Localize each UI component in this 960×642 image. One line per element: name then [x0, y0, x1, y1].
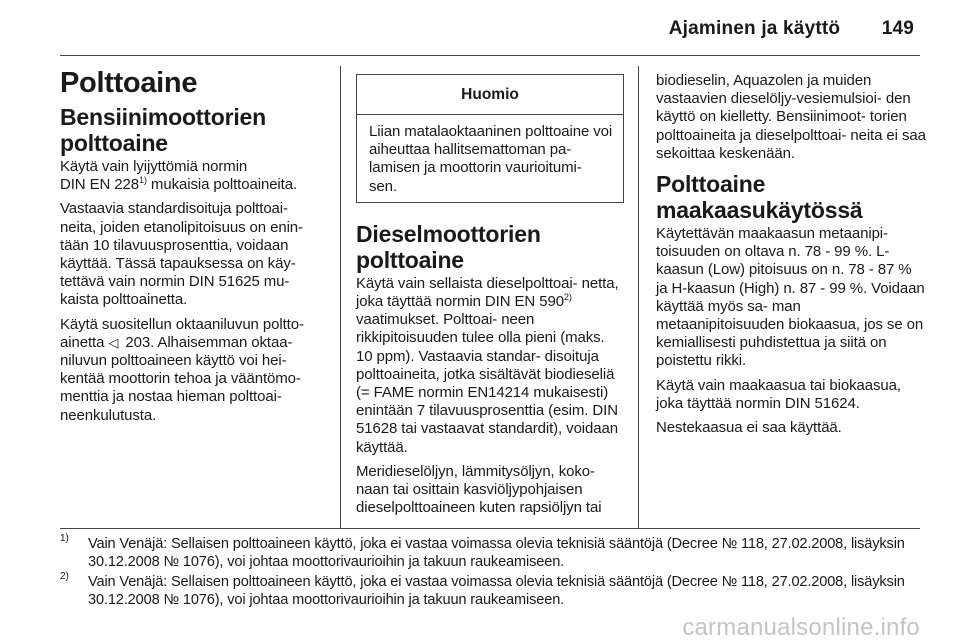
footnote-mark: 2)	[60, 571, 69, 582]
chapter-title: Ajaminen ja käyttö	[668, 18, 841, 39]
paragraph-methane: Käytettävän maakaasun metaanipi- toisuuden on oltava n. 78 - 99 %. L- kaasun (Low) pitoisuus on n. 78 - 87 % ja H-kaasun (High) n. 87 - 99 %. Voidaan käyttää myös sa- man metaanipitoisuuden biokaasua, jos se on kemiallisesti puhdistettua ja siitä on poistettu rikki.	[656, 225, 925, 370]
column-divider-2	[638, 66, 639, 528]
footnote-rule	[60, 528, 920, 529]
page-ref-arrow-icon[interactable]: ◁	[108, 334, 119, 350]
footnote-text: Vain Venäjä: Sellaisen polttoaineen käyttö, joka ei vastaa voimassa olevia teknisiä sääntöjä (Decree № 118, 27.02.2008, lisäyksin 30.12.2008 № 1076), voi johtaa moottorivaurioihin ja takuun raukeamiseen.	[88, 574, 905, 608]
running-head	[669, 18, 914, 40]
notice-box	[356, 74, 624, 203]
paragraph-prohibited-continued: biodieselin, Aquazolen ja muiden vastaavien dieselöljy-vesiemulsioi- den käyttö on kielletty. Bensiinimoot- torien polttoaineita ja dieselpolttoai- neita ei saa sekoittaa keskenään.	[656, 72, 926, 162]
paragraph-petrol-standard: Käytä vain lyijyttömiä normin DIN EN 228$^{1)}$ mukaisia polttoaineita.	[60, 158, 298, 194]
page-title: Polttoaine	[60, 67, 198, 99]
column-2	[356, 74, 624, 523]
paragraph-ethanol: Vastaavia standardisoituja polttoai- neita, joiden etanolipitoisuus on enin- tään 10 tilavuusprosenttia, voidaan käyttää. Tässä tapauksessa on käy- tettävä vain normin DIN 51625 mu- kaista polttoainetta.	[60, 200, 303, 309]
column-1	[60, 68, 328, 431]
section-title-petrol: Bensiinimoottorien polttoaine	[60, 104, 266, 156]
notice-text: Liian matalaoktaaninen polttoaine voi aiheuttaa hallitsemattoman pa- lamisen ja moottorin vaurioitumi- sen.	[369, 123, 613, 195]
footnotes	[60, 535, 922, 611]
header-rule	[60, 55, 920, 56]
paragraph-prohibited-fuels: Meridieselöljyn, lämmitysöljyn, koko- naan tai osittain kasviöljypohjaisen dieselpolttoaineen kuten rapsiöljyn tai	[356, 462, 602, 517]
footnote-mark: 1)	[60, 533, 69, 544]
footnote-1	[60, 535, 922, 571]
footnote-text: Vain Venäjä: Sellaisen polttoaineen käyttö, joka ei vastaa voimassa olevia teknisiä sääntöjä (Decree № 118, 27.02.2008, lisäyksin 30.12.2008 № 1076), voi johtaa moottorivaurioihin ja takuun raukeamiseen.	[88, 536, 905, 570]
footnote-ref-2[interactable]: 2)	[563, 292, 572, 303]
footnote-2	[60, 573, 922, 609]
notice-title: Huomio	[357, 75, 623, 115]
column-3	[656, 72, 926, 443]
column-divider-1	[340, 66, 341, 528]
page-number: 149	[881, 18, 914, 39]
watermark: carmanualsonline.info	[682, 614, 920, 641]
paragraph-octane: Käytä suositellun oktaaniluvun poltto- ainetta ◁ 203. Alhaisemman oktaa- niluvun polttoaineen käyttö voi hei- kentää moottorin tehoa ja vääntömo- menttia ja nostaa hieman polttoai- neenkulutusta.	[60, 315, 304, 424]
paragraph-diesel-standard: Käytä vain sellaista dieselpolttoai- netta, joka täyttää normin DIN EN 590$^{2)}$ vaatimukset. Polttoai- neen rikkipitoisuuden tulee olla pieni (maks. 10 ppm). Vastaavia standar- disoituja polttoaineita, jotka sisältävät biodieseliä (= FAME normin EN14214 mukaisesti) enintään 7 tilavuusprosenttia (esim. DIN 51628 tai vastaavat standardit), voidaan käyttää.	[356, 274, 619, 456]
footnote-ref-1[interactable]: 1)	[139, 175, 147, 186]
paragraph-lpg: Nestekaasua ei saa käyttää.	[656, 419, 842, 437]
section-title-diesel: Dieselmoottorien polttoaine	[356, 220, 541, 273]
section-title-natural-gas: Polttoaine maakaasukäytössä	[656, 171, 863, 224]
notice-body	[357, 115, 623, 202]
paragraph-biogas: Käytä vain maakaasua tai biokaasua, joka täyttää normin DIN 51624.	[656, 376, 901, 412]
